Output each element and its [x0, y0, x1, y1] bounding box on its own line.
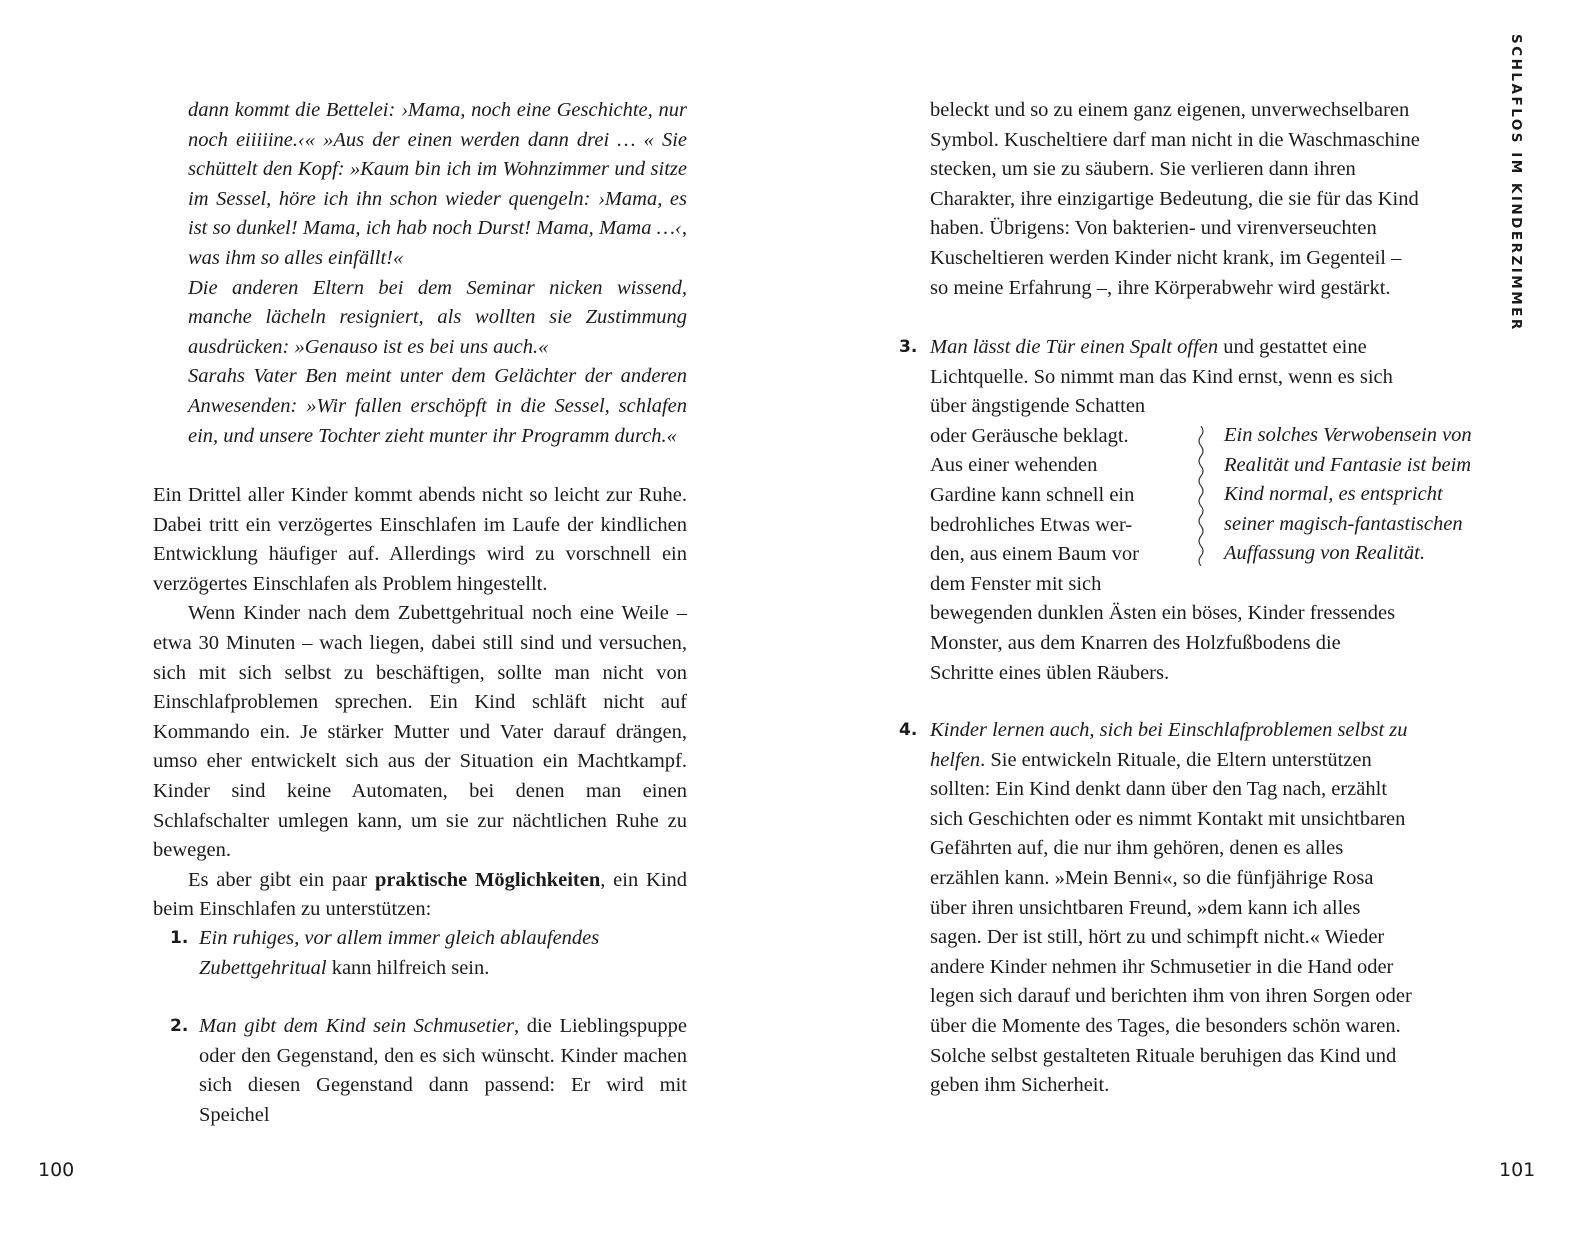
- text-line: Gardine kann schnell ein: [930, 483, 1135, 506]
- wavy-rule-icon: [1195, 426, 1207, 566]
- list-item-italic: Man lässt die Tür einen Spalt offen: [930, 336, 1219, 358]
- quote-paragraph: dann kommt die Bettelei: ›Mama, noch eine Geschichte, nur noch eiiiiine.‹« »Aus der einen werden dann drei … « Sie schüttelt den Kopf: »Kaum bin ich im Wohnzimmer und sitze im Sessel, höre ich ihn schon wieder quengeln: ›Mama, es ist so dunkel! Mama, ich hab noch Durst! Mama, Mama …‹, was ihm so alles einfällt!«: [188, 99, 687, 269]
- text-line: oder Geräusche beklagt.: [930, 424, 1129, 447]
- anecdote-quote: [188, 96, 687, 451]
- list-item-text: kann hilfreich sein.: [326, 956, 490, 979]
- list-number: 1.: [170, 928, 189, 948]
- body-paragraph: Ein Drittel aller Kinder kommt abends nicht so leicht zur Ruhe. Dabei tritt ein verzögertes Einschlafen im Laufe der kindlichen Entwicklung häufiger auf. Allerdings wird zu vorschnell ein verzögertes Einschlafen als Problem hingestellt.: [153, 484, 687, 595]
- list-item-italic: Ein ruhiges, vor allem immer gleich ablaufendes Zubettgehritual: [199, 927, 600, 979]
- text-line: Monster, aus dem Knarren des Holzfußbodens die: [930, 631, 1341, 654]
- page-number-right: 101: [1499, 1159, 1536, 1181]
- list-item-italic: Man gibt dem Kind sein Schmusetier: [199, 1015, 514, 1037]
- list-item-2: [153, 1012, 687, 1130]
- text-line: Lichtquelle. So nimmt man das Kind ernst, wenn es sich: [930, 365, 1393, 388]
- quote-paragraph: Sarahs Vater Ben meint unter dem Gelächter der anderen Anwesenden: »Wir fallen erschöpft in die Sessel, schlafen ein, und unsere Tochter zieht munter ihr Programm durch.«: [188, 365, 687, 447]
- list-item-text: . Sie entwickeln Rituale, die Eltern unterstützen sollten: Ein Kind denkt dann über den Tag nach, erzählt sich Geschichten oder es nimmt Kontakt mit unsichtbaren Gefährten auf, die nur ihm gehören, denen es alles erzählen kann. »Mein Benni«, so die fünfjährige Rosa über ihren unsichtbaren Freund, »dem kann ich alles sagen. Der ist still, hört zu und schimpft nicht.« Wieder andere Kinder nehmen ihr Schmusetier in die Hand oder legen sich darauf und berichten ihm von ihren Sorgen oder über die Momente des Tages, die besonders schön waren. Solche selbst gestalteten Rituale beruhigen das Kind und geben ihm Sicherheit.: [930, 748, 1412, 1097]
- list-number: 3.: [899, 337, 918, 357]
- list-item-italic: Kinder lernen auch, sich bei Einschlafproblemen selbst zu helfen: [930, 719, 1408, 771]
- text-line: dem Fenster mit sich: [930, 572, 1102, 595]
- list-item-text: , die Lieblingspuppe oder den Gegenstand, den es sich wünscht. Kinder machen sich diesen Gegenstand dann passend: Er wird mit Speichel: [199, 1015, 687, 1126]
- continued-paragraph: beleckt und so zu einem ganz eigenen, unverwechselbaren Symbol. Kuscheltiere darf man nicht in die Waschmaschine stecken, um sie zu säubern. Sie verlieren dann ihren Charakter, ihre einzigartige Bedeutung, die sie für das Kind haben. Übrigens: Von bakterien- und virenverseuchten Kuscheltieren werden Kinder nicht krank, im Gegenteil – so meine Erfahrung –, ihre Körperabwehr wird gestärkt.: [930, 99, 1420, 299]
- text-line: über ängstigende Schatten: [930, 395, 1146, 418]
- body-text: [153, 481, 687, 925]
- text-line: Schritte eines üblen Räubers.: [930, 661, 1170, 684]
- running-head: SCHLAFLOS IM KINDERZIMMER: [1508, 34, 1524, 332]
- body-text-span: , ein Kind beim Einschlafen zu unterstützen:: [153, 868, 688, 921]
- text-line: bedrohliches Etwas wer-: [930, 513, 1133, 536]
- text-span: und gestattet eine: [1218, 336, 1367, 358]
- text-line: bewegenden dunklen Ästen ein böses, Kinder fressendes: [930, 602, 1396, 625]
- text-line: [930, 333, 1430, 363]
- quote-paragraph: Die anderen Eltern bei dem Seminar nicken wissend, manche lächeln resigniert, als wollten sie Zustimmung ausdrücken: »Genauso ist es bei uns auch.«: [188, 276, 687, 358]
- list-item-4: [899, 716, 1415, 1101]
- page-number-left: 100: [38, 1159, 75, 1181]
- list-item-1: [153, 924, 687, 983]
- body-text-span: Es aber gibt ein paar: [188, 868, 375, 891]
- sidebar-quote: Ein solches Verwobensein von Realität und Fantasie ist beim Kind normal, es entspricht seiner magisch-fantastischen Auffassung von Realität.: [1224, 424, 1472, 565]
- body-paragraph: Wenn Kinder nach dem Zubettgehritual noch eine Weile – etwa 30 Minuten – wach liegen, dabei still sind und versuchen, sich mit sich selbst zu beschäftigen, sollte man nicht von Einschlafproblemen sprechen. Ein Kind schläft nicht auf Kommando ein. Je stärker Mutter und Vater darauf drängen, umso eher entwickelt sich aus der Situation ein Machtkampf. Kinder sind keine Automaten, bei denen man einen Schlafschalter umlegen kann, um sie zur nächtlichen Ruhe zu bewegen.: [153, 602, 687, 862]
- text-line: Aus einer wehenden: [930, 454, 1098, 477]
- list-number: 2.: [170, 1016, 189, 1036]
- list-number: 4.: [899, 720, 918, 740]
- text-line: den, aus einem Baum vor: [930, 543, 1139, 566]
- bold-phrase: praktische Möglichkeiten: [374, 868, 601, 891]
- body-paragraph: [153, 866, 687, 925]
